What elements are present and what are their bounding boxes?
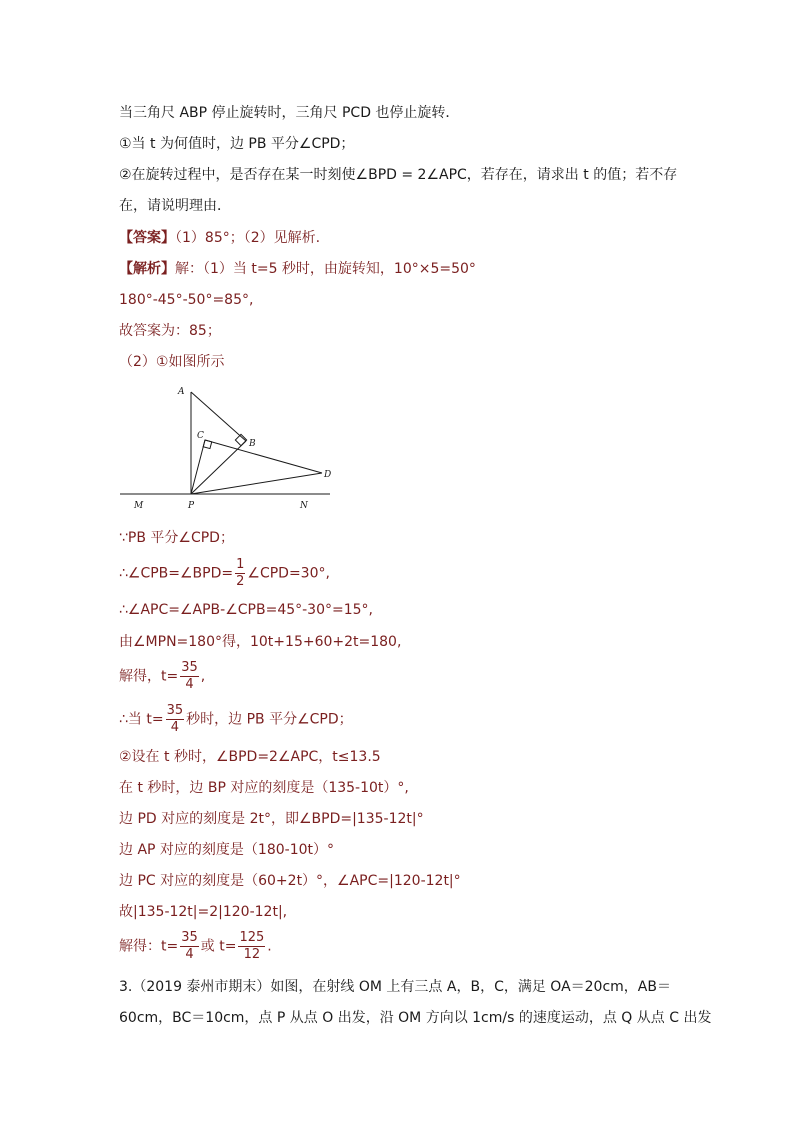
fraction-half-num: 1 bbox=[236, 557, 245, 572]
fraction-35-4 bbox=[180, 660, 199, 693]
answer-label: 【答案】 bbox=[119, 230, 175, 246]
fraction-35-4-b-den: 4 bbox=[170, 720, 179, 735]
analysis-line-1 bbox=[119, 259, 476, 279]
analysis-line-16: 故|135-12t|=2|120-12t|, bbox=[119, 904, 288, 920]
analysis-line-14: 边 AP 对应的刻度是（180-10t）° bbox=[119, 842, 334, 858]
line10-a: ∴当 t= bbox=[119, 711, 164, 728]
next-problem-line-1: 3.（2019 泰州市期末）如图，在射线 OM 上有三点 A，B，C，满足 OA＝20cm，AB＝ bbox=[119, 979, 671, 995]
label-m: M bbox=[134, 501, 144, 510]
fraction-35-4-b-num: 35 bbox=[166, 703, 184, 718]
line17-b: . bbox=[267, 938, 272, 955]
analysis-line-17 bbox=[119, 930, 272, 963]
answer-line bbox=[119, 228, 320, 248]
analysis-text-1: 解：（1）当 t=5 秒时，由旋转知，10°×5=50° bbox=[175, 261, 476, 277]
answer-text: （1）85°；（2）见解析. bbox=[175, 230, 321, 246]
segment-pd bbox=[191, 473, 322, 494]
analysis-line-3: 故答案为：85； bbox=[119, 323, 221, 339]
problem-line-3: ②在旋转过程中，是否存在某一时刻使∠BPD = 2∠APC，若存在，请求出 t 的值；若不存 bbox=[119, 167, 678, 183]
fraction-35-4-c bbox=[180, 930, 199, 963]
line17-mid: 或 t= bbox=[200, 938, 237, 955]
fraction-35-4-num: 35 bbox=[181, 660, 198, 675]
fraction-35-4-c-num: 35 bbox=[181, 930, 198, 945]
analysis-line-12: 在 t 秒时，边 BP 对应的刻度是（135-10t）°, bbox=[119, 780, 409, 796]
analysis-line-6 bbox=[119, 557, 330, 590]
segment-pc bbox=[191, 440, 205, 494]
problem-line-2: ①当 t 为何值时，边 PB 平分∠CPD； bbox=[119, 136, 355, 152]
line6-a: ∴∠CPB=∠BPD= bbox=[119, 565, 234, 582]
analysis-line-5: ∵PB 平分∠CPD； bbox=[119, 530, 234, 546]
fraction-125-12 bbox=[238, 930, 265, 963]
line9-a: 解得，t= bbox=[119, 668, 179, 685]
fraction-half bbox=[235, 557, 245, 590]
label-n: N bbox=[300, 501, 308, 510]
problem-line-1: 当三角尺 ABP 停止旋转时，三角尺 PCD 也停止旋转． bbox=[119, 105, 460, 121]
fraction-35-4-den: 4 bbox=[185, 677, 194, 692]
label-c: C bbox=[197, 431, 204, 441]
analysis-line-7: ∴∠APC=∠APB-∠CPB=45°-30°=15°, bbox=[119, 602, 373, 618]
fraction-125-12-num: 125 bbox=[239, 930, 265, 945]
label-b: B bbox=[249, 439, 256, 449]
line6-b: ∠CPD=30°, bbox=[247, 565, 330, 582]
analysis-label: 【解析】 bbox=[119, 261, 175, 277]
analysis-line-4: （2）①如图所示 bbox=[119, 354, 225, 370]
geometry-figure bbox=[118, 380, 338, 510]
next-problem-line-2: 60cm，BC＝10cm，点 P 从点 O 出发，沿 OM 方向以 1cm/s 的速度运动，点 Q 从点 C 出发 bbox=[119, 1010, 712, 1026]
fraction-35-4-c-den: 4 bbox=[185, 947, 194, 962]
line17-a: 解得：t= bbox=[119, 938, 179, 955]
right-angle-mark-c bbox=[203, 440, 212, 449]
analysis-line-11: ②设在 t 秒时，∠BPD=2∠APC，t≤13.5 bbox=[119, 749, 381, 765]
fraction-half-den: 2 bbox=[236, 574, 245, 589]
label-a: A bbox=[178, 387, 185, 397]
analysis-line-8: 由∠MPN=180°得，10t+15+60+2t=180, bbox=[119, 634, 402, 650]
analysis-line-15: 边 PC 对应的刻度是（60+2t）°，∠APC=|120-12t|° bbox=[119, 873, 461, 889]
fraction-35-4-b bbox=[166, 703, 185, 736]
analysis-line-9 bbox=[119, 660, 205, 693]
analysis-line-2: 180°-45°-50°=85°, bbox=[119, 292, 254, 308]
line9-b: , bbox=[200, 668, 206, 685]
segment-cd bbox=[205, 440, 322, 473]
analysis-line-13: 边 PD 对应的刻度是 2t°，即∠BPD=|135-12t|° bbox=[119, 811, 424, 827]
label-p: P bbox=[188, 501, 195, 510]
line10-b: 秒时，边 PB 平分∠CPD； bbox=[186, 711, 353, 728]
problem-line-4: 在，请说明理由． bbox=[119, 198, 231, 214]
fraction-125-12-den: 12 bbox=[243, 947, 261, 962]
label-d: D bbox=[324, 470, 332, 480]
analysis-line-10 bbox=[119, 703, 353, 736]
